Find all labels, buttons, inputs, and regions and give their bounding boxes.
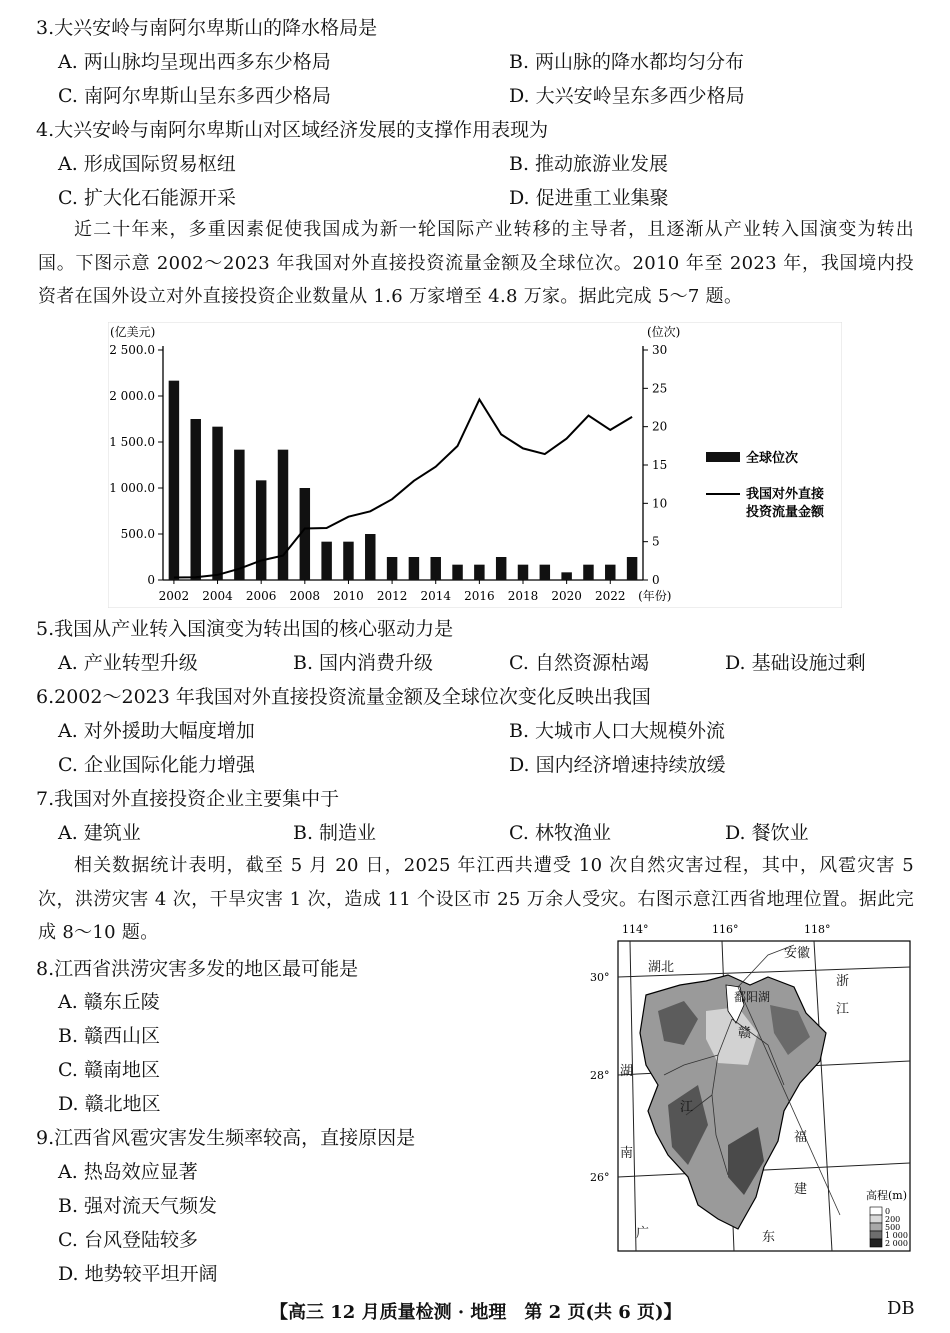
- fdi-chart: [108, 322, 842, 608]
- chart-bar-rank: [561, 572, 571, 580]
- q4-option-b: B. 推动旅游业发展: [509, 153, 669, 175]
- q3-option-b: B. 两山脉的降水都均匀分布: [509, 51, 745, 73]
- chart-left-tick-label: 0: [147, 573, 155, 587]
- label-gan: 赣: [738, 1026, 752, 1041]
- q7-stem: 7.我国对外直接投资企业主要集中于: [36, 788, 340, 810]
- elevation-legend-title: 高程(m): [866, 1189, 908, 1202]
- q9-option-d: D. 地势较平坦开阔: [58, 1263, 218, 1285]
- q6-option-d: D. 国内经济增速持续放缓: [509, 754, 726, 776]
- elevation-legend-value: 500: [885, 1223, 901, 1232]
- chart-bar-rank: [321, 542, 331, 580]
- chart-right-tick-label: 0: [652, 573, 660, 587]
- q8-option-b: B. 赣西山区: [58, 1025, 161, 1047]
- chart-bar-rank: [496, 557, 506, 580]
- label-poyang-lake: 鄱阳湖: [734, 990, 771, 1004]
- q3-option-a: A. 两山脉均呈现出西多东少格局: [58, 51, 331, 73]
- chart-left-tick-label: 2 500.0: [109, 343, 155, 357]
- q4-option-d: D. 促进重工业集聚: [509, 187, 669, 209]
- chart-bar-rank: [540, 565, 550, 580]
- chart-x-axis-unit: (年份): [638, 589, 672, 603]
- chart-x-tick-label: 2010: [333, 589, 364, 603]
- q5-option-c: C. 自然资源枯竭: [509, 652, 649, 674]
- chart-bar-rank: [212, 427, 222, 580]
- q5-option-b: B. 国内消费升级: [293, 652, 434, 674]
- elevation-legend-swatch: [870, 1239, 882, 1247]
- lon-label-118: 118°: [804, 923, 831, 936]
- elevation-legend-value: 2 000: [885, 1239, 908, 1248]
- q9-option-c: C. 台风登陆较多: [58, 1229, 198, 1251]
- q7-option-d: D. 餐饮业: [725, 822, 809, 844]
- chart-left-tick-label: 2 000.0: [109, 389, 155, 403]
- chart-x-tick-label: 2002: [158, 589, 190, 603]
- q7-option-a: A. 建筑业: [58, 822, 141, 844]
- chart-legend-line-label-2: 投资流量金额: [746, 505, 825, 520]
- q8-option-c: C. 赣南地区: [58, 1059, 160, 1081]
- chart-right-tick-label: 15: [652, 458, 668, 472]
- q8-option-d: D. 赣北地区: [58, 1093, 161, 1115]
- page-footer: 【高三 12 月质量检测 · 地理 第 2 页(共 6 页)】: [270, 1302, 682, 1323]
- chart-bar-rank: [365, 534, 375, 580]
- chart-left-axis-label: (亿美元): [110, 325, 156, 339]
- elevation-legend-value: 1 000: [885, 1231, 908, 1240]
- chart-bar-rank: [583, 565, 593, 580]
- lat-label-30: 30°: [590, 971, 610, 984]
- q9-option-a: A. 热岛效应显著: [58, 1161, 198, 1183]
- elevation-legend-swatch: [870, 1223, 882, 1231]
- chart-bar-rank: [518, 565, 528, 580]
- q6-option-c: C. 企业国际化能力增强: [58, 754, 255, 776]
- q8-stem: 8.江西省洪涝灾害多发的地区最可能是: [36, 958, 359, 980]
- label-guang: 广: [636, 1226, 650, 1241]
- chart-left-tick-label: 1 500.0: [109, 435, 155, 449]
- chart-right-axis-label: (位次): [647, 325, 681, 339]
- label-jiang-zhejiang: 江: [836, 1002, 850, 1017]
- chart-x-tick-label: 2018: [507, 589, 539, 603]
- q7-option-b: B. 制造业: [293, 822, 377, 844]
- chart-x-tick-label: 2012: [376, 589, 408, 603]
- q3-stem: 3.大兴安岭与南阿尔卑斯山的降水格局是: [36, 17, 378, 39]
- elevation-legend-value: 0: [885, 1207, 891, 1216]
- label-hubei: 湖北: [648, 960, 675, 975]
- chart-bar-rank: [387, 557, 397, 580]
- label-jian-fujian: 建: [794, 1182, 808, 1197]
- chart-legend-bar-label: 全球位次: [746, 451, 799, 466]
- chart-bar-rank: [256, 480, 266, 580]
- elevation-legend-value: 200: [885, 1215, 901, 1224]
- passage-jiangxi: 相关数据统计表明，截至 5 月 20 日，2025 年江西共遭受 10 次自然灾害过程，其中，风雹灾害 5 次，洪涝灾害 4 次，干旱灾害 1 次，造成 11 个设区市 25 万余人受灾。右图示意江西省地理位置。据此完成 8～10 题。: [38, 855, 914, 943]
- chart-bar-rank: [430, 557, 440, 580]
- q6-stem: 6.2002～2023 年我国对外直接投资流量金额及全球位次变化反映出我国: [36, 686, 651, 708]
- q6-option-b: B. 大城市人口大规模外流: [509, 720, 726, 742]
- chart-left-tick-label: 1 000.0: [109, 481, 155, 495]
- chart-x-tick-label: 2022: [594, 589, 626, 603]
- q9-option-b: B. 强对流天气频发: [58, 1195, 218, 1217]
- lon-label-116: 116°: [712, 923, 739, 936]
- label-fu-fujian: 福: [794, 1130, 808, 1145]
- chart-bar-rank: [627, 557, 637, 580]
- lat-label-26: 26°: [590, 1171, 610, 1184]
- chart-x-tick-label: 2014: [420, 589, 452, 603]
- q5-stem: 5.我国从产业转入国演变为转出国的核心驱动力是: [36, 618, 454, 640]
- q7-option-c: C. 林牧渔业: [509, 822, 611, 844]
- chart-bar-rank: [169, 381, 179, 580]
- elevation-legend-swatch: [870, 1207, 882, 1215]
- label-nan-hunan: 南: [620, 1146, 634, 1161]
- q4-option-c: C. 扩大化石能源开采: [58, 187, 236, 209]
- footer-code: DB: [887, 1298, 915, 1319]
- chart-right-tick-label: 25: [652, 381, 668, 396]
- chart-x-tick-label: 2006: [245, 589, 277, 603]
- q4-option-a: A. 形成国际贸易枢纽: [58, 153, 236, 175]
- chart-bar-rank: [278, 450, 288, 580]
- chart-right-tick-label: 20: [652, 419, 668, 434]
- chart-right-tick-label: 10: [652, 496, 668, 511]
- chart-x-tick-label: 2004: [202, 589, 233, 603]
- chart-x-tick-label: 2016: [464, 589, 495, 603]
- chart-legend-line-label-1: 我国对外直接: [746, 487, 825, 502]
- q3-option-c: C. 南阿尔卑斯山呈东多西少格局: [58, 85, 331, 107]
- q3-option-d: D. 大兴安岭呈东多西少格局: [509, 85, 745, 107]
- chart-bar-rank: [190, 419, 200, 580]
- label-jiang-jiangxi: 江: [680, 1100, 694, 1115]
- chart-bar-rank: [452, 565, 462, 580]
- chart-left-tick-label: 500.0: [120, 527, 155, 541]
- chart-bar-rank: [605, 565, 615, 580]
- chart-right-tick-label: 5: [652, 534, 660, 549]
- elevation-legend-swatch: [870, 1215, 882, 1223]
- chart-legend-bar-swatch: [706, 452, 740, 462]
- chart-bar-rank: [343, 542, 353, 580]
- chart-bar-rank: [234, 450, 244, 580]
- q6-option-a: A. 对外援助大幅度增加: [58, 720, 255, 742]
- q5-option-a: A. 产业转型升级: [58, 652, 198, 674]
- q9-stem: 9.江西省风雹灾害发生频率较高，直接原因是: [36, 1127, 416, 1149]
- chart-right-tick-label: 30: [652, 343, 668, 357]
- label-zhe: 浙: [836, 974, 850, 989]
- chart-x-tick-label: 2008: [289, 589, 321, 603]
- lat-label-28: 28°: [590, 1069, 610, 1082]
- q8-option-a: A. 赣东丘陵: [58, 991, 160, 1013]
- label-hu-hunan: 湖: [620, 1064, 634, 1079]
- label-dong: 东: [762, 1230, 776, 1245]
- q4-stem: 4.大兴安岭与南阿尔卑斯山对区域经济发展的支撑作用表现为: [36, 119, 549, 141]
- chart-bar-rank: [474, 565, 484, 580]
- chart-bar-rank: [409, 557, 419, 580]
- passage-fdi: 近二十年来，多重因素促使我国成为新一轮国际产业转移的主导者，且逐渐从产业转入国演变为转出国。下图示意 2002～2023 年我国对外直接投资流量金额及全球位次。2010 年至 2023 年，我国境内投资者在国外设立对外直接投资企业数量从 1.6 万家增至 4.8 万家。据此完成 5～7 题。: [38, 219, 914, 307]
- lon-label-114: 114°: [622, 923, 649, 936]
- elevation-legend-swatch: [870, 1231, 882, 1239]
- jiangxi-map: [588, 915, 918, 1255]
- q5-option-d: D. 基础设施过剩: [725, 652, 866, 674]
- chart-x-tick-label: 2020: [551, 589, 582, 603]
- label-anhui: 安徽: [784, 946, 811, 961]
